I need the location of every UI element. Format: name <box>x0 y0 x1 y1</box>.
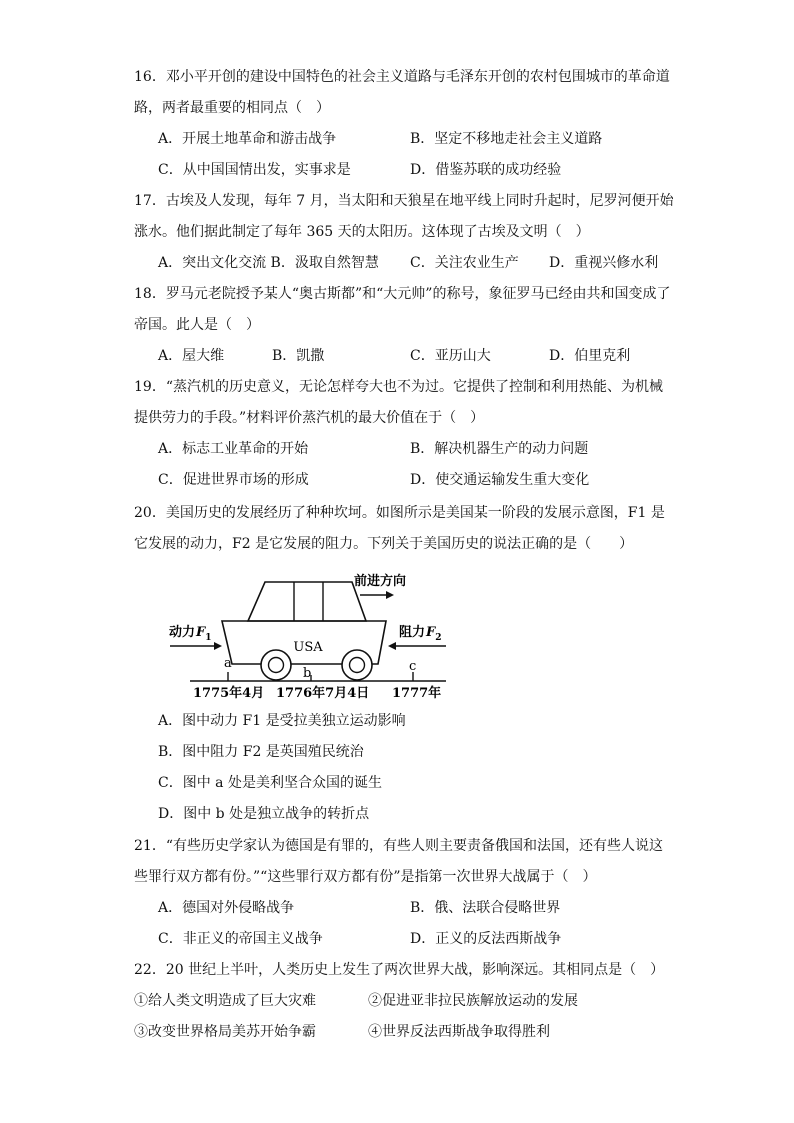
q22-item-1: ①给人类文明造成了巨大灾难 <box>134 993 316 1009</box>
q20-option-d[interactable]: D．图中 b 处是独立战争的转折点 <box>158 806 370 822</box>
q21-stem-line1: 21．“有些历史学家认为德国是有罪的，有些人则主要责备俄国和法国，还有些人说这 <box>134 838 663 854</box>
q19-option-c[interactable]: C．促进世界市场的形成 <box>158 472 309 488</box>
q17-option-ab[interactable]: A．突出文化交流 B．汲取自然智慧 <box>158 255 379 271</box>
date-1776: 1776年7月4日 <box>276 686 370 701</box>
q22-item-3: ③改变世界格局美苏开始争霸 <box>134 1024 316 1040</box>
force2-arrowhead <box>388 642 396 650</box>
point-a-label: a <box>224 656 232 671</box>
q18-stem-line2: 帝国。此人是（ ） <box>134 317 260 333</box>
q21-option-a[interactable]: A．德国对外侵略战争 <box>158 900 295 916</box>
car-label: USA <box>293 640 323 655</box>
date-1777: 1777年 <box>392 686 442 701</box>
q22-stem: 22．20 世纪上半叶，人类历史上发生了两次世界大战，影响深远。其相同点是（ ） <box>134 962 665 978</box>
q20-option-c[interactable]: C．图中 a 处是美利坚合众国的诞生 <box>158 775 382 791</box>
q20-stem-line2: 它发展的动力，F2 是它发展的阻力。下列关于美国历史的说法正确的是（ ） <box>134 536 634 552</box>
q16-stem-line2: 路，两者最重要的相同点（ ） <box>134 100 330 116</box>
force2-label: 阻力$F_2$ <box>399 625 442 643</box>
force1-arrowhead <box>214 642 222 650</box>
q18-option-b[interactable]: B．凯撒 <box>272 348 325 364</box>
point-c-label: c <box>409 659 417 674</box>
q19-stem-line1: 19．“蒸汽机的历史意义，无论怎样夸大也不为过。它提供了控制和利用热能、为机械 <box>134 379 663 395</box>
q18-stem-line1: 18．罗马元老院授予某人“奥古斯都”和“大元帅”的称号，象征罗马已经由共和国变成了 <box>134 286 671 302</box>
q20-stem-line1: 20．美国历史的发展经历了种种坎坷。如图所示是美国某一阶段的发展示意图，F1 是 <box>134 505 665 521</box>
q17-option-c[interactable]: C．关注农业生产 <box>410 255 519 271</box>
q17-option-d[interactable]: D．重视兴修水利 <box>549 255 659 271</box>
q18-option-d[interactable]: D．伯里克利 <box>549 348 631 364</box>
direction-label: 前进方向 <box>354 574 407 589</box>
q16-stem-line1: 16．邓小平开创的建设中国特色的社会主义道路与毛泽东开创的农村包围城市的革命道 <box>134 69 670 85</box>
q16-option-c[interactable]: C．从中国国情出发，实事求是 <box>158 162 351 178</box>
usa-development-diagram <box>160 568 460 704</box>
q22-item-4: ④世界反法西斯战争取得胜利 <box>368 1024 550 1040</box>
q20-option-a[interactable]: A．图中动力 F1 是受拉美独立运动影响 <box>158 713 406 729</box>
q21-option-b[interactable]: B．俄、法联合侵略世界 <box>410 900 561 916</box>
q19-option-a[interactable]: A．标志工业革命的开始 <box>158 441 309 457</box>
car-wheel-left-hub <box>269 658 284 673</box>
q19-option-b[interactable]: B．解决机器生产的动力问题 <box>410 441 589 457</box>
q22-item-2: ②促进亚非拉民族解放运动的发展 <box>368 993 578 1009</box>
q19-option-d[interactable]: D．使交通运输发生重大变化 <box>410 472 590 488</box>
q16-option-a[interactable]: A．开展土地革命和游击战争 <box>158 131 337 147</box>
q20-option-b[interactable]: B．图中阻力 F2 是英国殖民统治 <box>158 744 364 760</box>
force1-label: 动力$F_1$ <box>169 625 212 643</box>
q17-stem-line2: 涨水。他们据此制定了每年 365 天的太阳历。这体现了古埃及文明（ ） <box>134 224 590 240</box>
q21-stem-line2: 些罪行双方都有份。”“这些罪行双方都有份”是指第一次世界大战属于（ ） <box>134 869 597 885</box>
q21-option-d[interactable]: D．正义的反法西斯战争 <box>410 931 562 947</box>
q21-option-c[interactable]: C．非正义的帝国主义战争 <box>158 931 323 947</box>
q16-option-b[interactable]: B．坚定不移地走社会主义道路 <box>410 131 603 147</box>
q18-option-a[interactable]: A．屋大维 <box>158 348 225 364</box>
q18-option-c[interactable]: C．亚历山大 <box>410 348 491 364</box>
car-roof <box>248 582 366 621</box>
q16-option-d[interactable]: D．借鉴苏联的成功经验 <box>410 162 562 178</box>
car-wheel-right-hub <box>350 658 365 673</box>
point-b-label: b <box>303 666 312 681</box>
q17-stem-line1: 17．古埃及人发现，每年 7 月，当太阳和天狼星在地平线上同时升起时，尼罗河便开始 <box>134 193 674 209</box>
q19-stem-line2: 提供劳力的手段。”材料评价蒸汽机的最大价值在于（ ） <box>134 410 485 426</box>
direction-arrowhead <box>386 591 394 599</box>
date-1775: 1775年4月 <box>193 686 265 701</box>
